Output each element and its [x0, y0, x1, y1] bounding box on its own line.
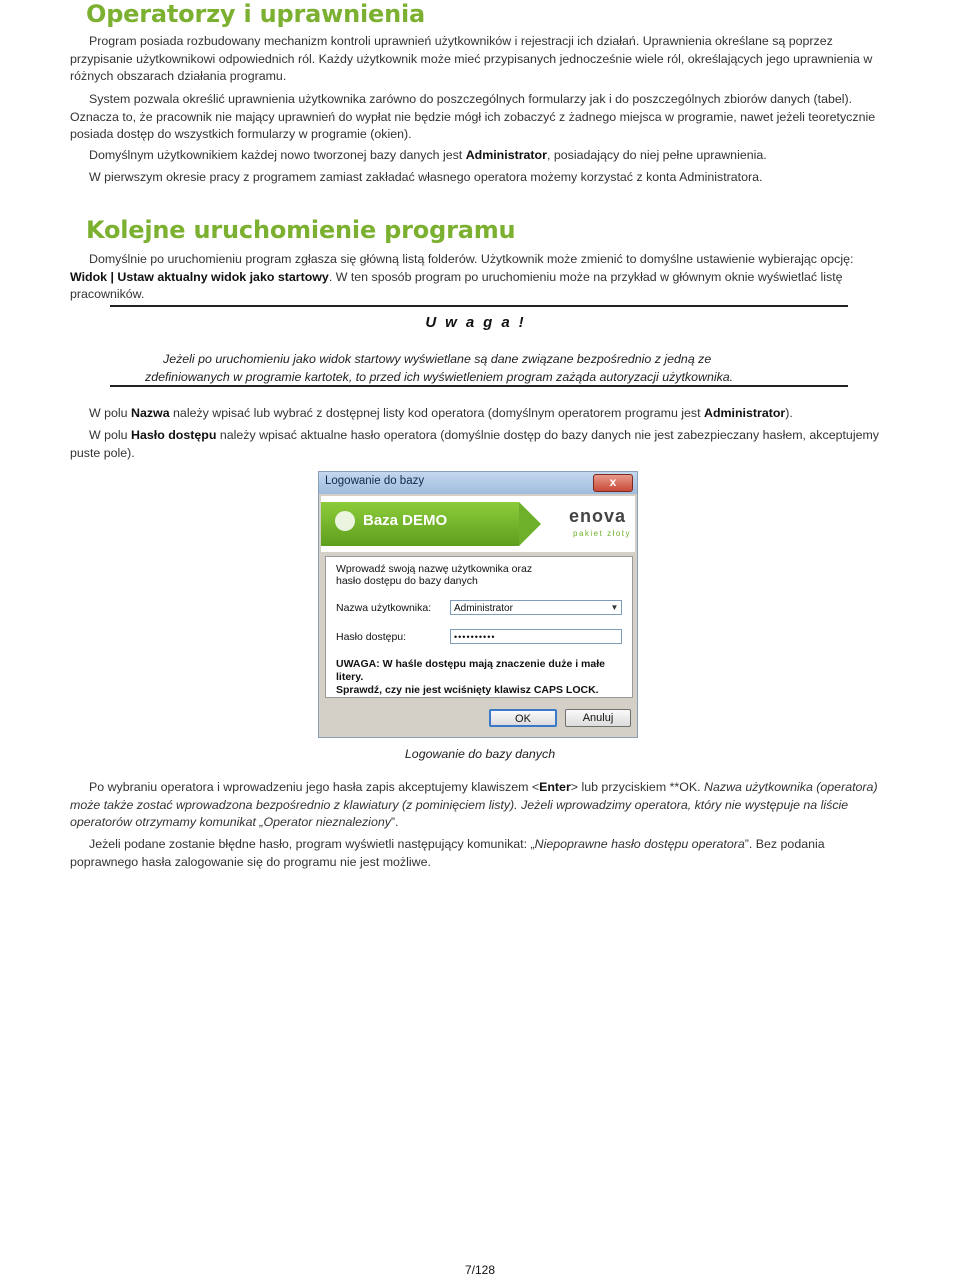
caps-lock-warning: UWAGA: W haśle dostępu mają znaczenie duże i małe litery. Sprawdź, czy nie jest wciśnięty klawisz CAPS LOCK. [336, 658, 605, 696]
paragraph-startup-view: Domyślnie po uruchomieniu program zgłasza się główną listą folderów. Użytkownik może zmienić to domyślne ustawienie wybierając opcję: Widok | Ustaw aktualny widok jako startowy. W ten sposób program po uruchomieniu może na przykład w głównym oknie wyświetlać listę pracowników. [70, 252, 854, 301]
paragraph-password-field: W polu Hasło dostępu należy wpisać aktualne hasło operatora (domyślnie dostęp do bazy danych nie jest zabezpieczany hasłem, akceptujemy puste pole). [70, 428, 879, 460]
username-select[interactable] [450, 600, 622, 615]
username-value: Administrator [454, 603, 513, 614]
enova-logo: enova [569, 506, 627, 526]
paragraph-accept-login: Po wybraniu operatora i wprowadzeniu jego hasła zapis akceptujemy klawiszem <Enter> lub przyciskiem **OK. Nazwa użytkownika (operatora) może także zostać wprowadzona bezpośrednio z klawiatury (z pominięciem listy). Jeżeli wprowadzimy operatora, który nie występuje na liście operatorów otrzymamy komunikat „Operator nieznaleziony”. [70, 780, 878, 829]
figure-caption: Logowanie do bazy danych [404, 747, 556, 761]
section-heading-operators: Operatorzy i uprawnienia [86, 0, 426, 28]
close-icon[interactable]: x [593, 474, 633, 492]
paragraph-name-field: W polu Nazwa należy wpisać lub wybrać z dostępnej listy kod operatora (domyślnym operatorem programu jest Administrator). [89, 406, 793, 420]
username-label: Nazwa użytkownika: [336, 602, 432, 614]
banner-arrow-icon [519, 502, 541, 546]
note-text: Jeżeli po uruchomieniu jako widok startowy wyświetlane są dane związane bezpośrednio z jedną ze zdefiniowanych w programie kartotek, to przed ich wyświetleniem program zażąda autoryzacji użytkownika. [145, 352, 734, 384]
password-label: Hasło dostępu: [336, 631, 407, 643]
ok-button[interactable]: OK [489, 709, 557, 727]
note-top-rule [110, 305, 848, 307]
dialog-banner [321, 496, 635, 552]
note-bottom-rule [110, 385, 848, 387]
paragraph-first-period: W pierwszym okresie pracy z programem zamiast zakładać własnego operatora możemy korzystać z konta Administratora. [89, 170, 763, 184]
banner-database-name: Baza DEMO [363, 512, 448, 529]
page-number: 7/128 [464, 1263, 496, 1277]
cancel-button[interactable]: Anuluj [565, 709, 631, 727]
dialog-form-panel [325, 556, 633, 698]
database-icon [335, 511, 355, 531]
section-heading-restart: Kolejne uruchomienie programu [86, 216, 516, 244]
paragraph-system-permissions: System pozwala określić uprawnienia użytkownika zarówno do poszczególnych formularzy jak i do poszczególnych zbiorów danych (tabel). Oznacza to, że pracownik nie mający uprawnień do wypłat nie będzie mógł ich zobaczyć z żadnego miejsca w programie, nawet jeżeli teoretycznie posiada dostęp do wszystkich formularzy w programie (okien). [70, 92, 876, 141]
paragraph-wrong-password: Jeżeli podane zostanie błędne hasło, program wyświetli następujący komunikat: „Niepoprawne hasło dostępu operatora”. Bez podania poprawnego hasła zalogowanie się do programu nie jest możliwe. [70, 837, 825, 869]
login-dialog [318, 471, 638, 738]
note-heading: Uwaga! [425, 314, 533, 331]
password-input[interactable]: •••••••••• [450, 629, 622, 644]
paragraph-permissions-intro: Program posiada rozbudowany mechanizm kontroli uprawnień użytkowników i rejestracji ich działań. Uprawnienia określane są poprzez przypisanie użytkownikowi odpowiednich ról. Każdy użytkownik może mieć przypisanych jednocześnie wiele ról, określających jego uprawnienia w różnych obszarach działania programu. [70, 34, 873, 83]
dialog-titlebar [319, 472, 637, 494]
paragraph-default-user: Domyślnym użytkownikiem każdej nowo tworzonej bazy danych jest Administrator, posiadający do niej pełne uprawnienia. [89, 148, 767, 162]
chevron-down-icon[interactable]: ▼ [610, 603, 619, 612]
dialog-prompt: Wprowadź swoją nazwę użytkownika oraz hasło dostępu do bazy danych [336, 563, 533, 587]
dialog-title: Logowanie do bazy [325, 475, 425, 487]
enova-logo-subtitle: pakiet złoty [573, 529, 632, 538]
